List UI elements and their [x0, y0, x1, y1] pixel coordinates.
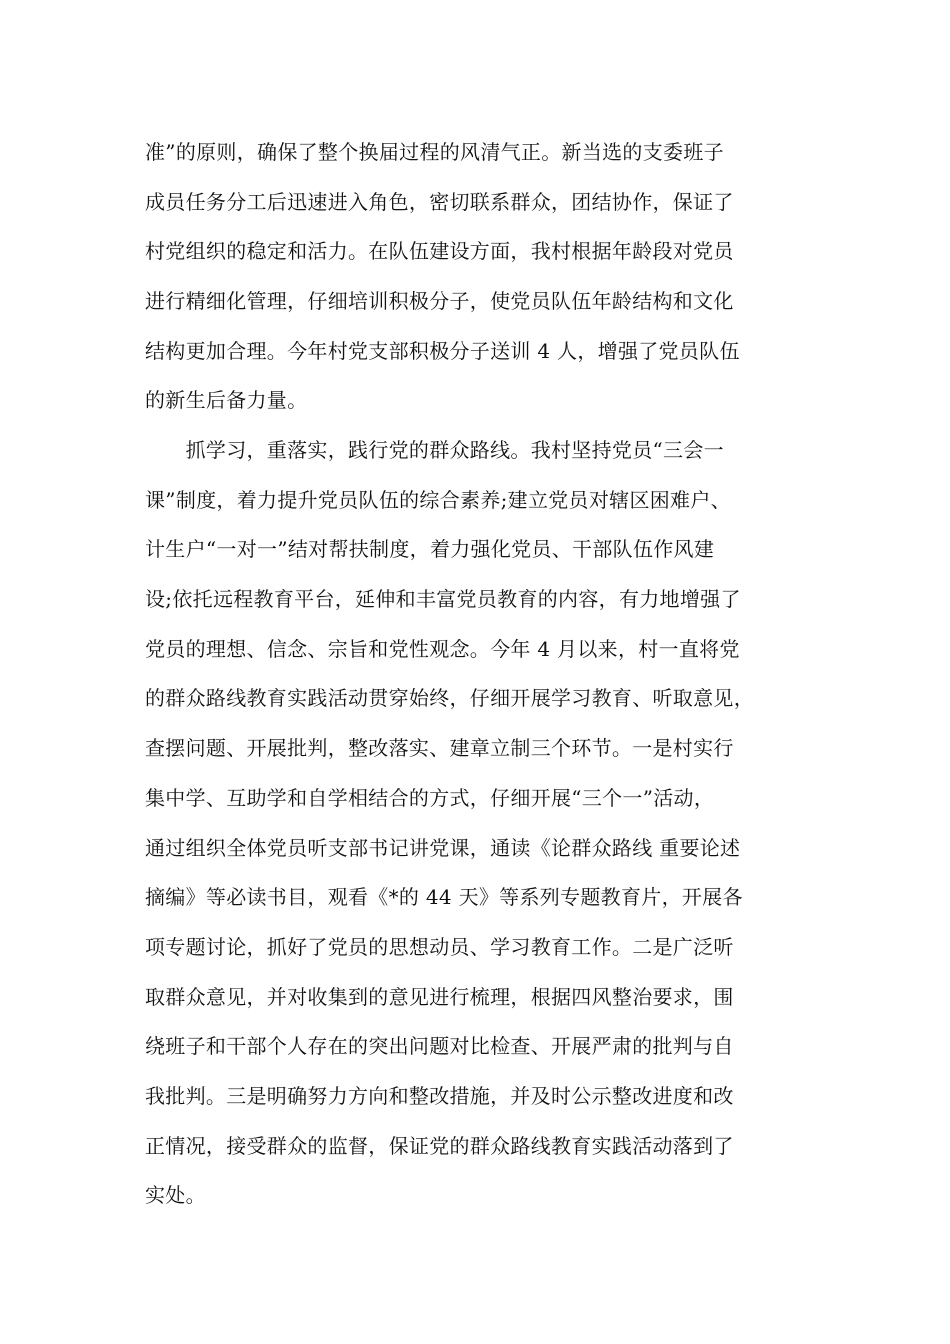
- text-line: 成员任务分工后迅速进入角色，密切联系群众，团结协作，保证了: [145, 189, 734, 214]
- paragraph-1: [145, 128, 830, 426]
- text-line: 实处。: [145, 1183, 206, 1208]
- text-line: 正情况，接受群众的监督，保证党的群众路线教育实践活动落到了: [145, 1133, 734, 1158]
- text-line: 村党组织的稳定和活力。在队伍建设方面，我村根据年龄段对党员: [145, 239, 734, 264]
- paragraph-2: [145, 426, 830, 1221]
- text-line: 绕班子和干部个人存在的突出问题对比检查、开展严肃的批判与自: [145, 1034, 734, 1059]
- text-line: 计生户“一对一”结对帮扶制度，着力强化党员、干部队伍作风建: [145, 537, 715, 562]
- text-line: 通过组织全体党员听支部书记讲党课，通读《论群众路线 重要论述: [145, 835, 741, 860]
- text-line: 准”的原则，确保了整个换届过程的风清气正。新当选的支委班子: [145, 140, 724, 164]
- text-line: 进行精细化管理，仔细培训积极分子，使党员队伍年龄结构和文化: [145, 289, 734, 314]
- text-line: 摘编》等必读书目，观看《*的 44 天》等系列专题教育片，开展各: [145, 885, 743, 910]
- text-line: 课”制度，着力提升党员队伍的综合素养;建立党员对辖区困难户、: [145, 487, 731, 512]
- text-line: 抓学习，重落实，践行党的群众路线。我村坚持党员“三会一: [145, 438, 724, 462]
- text-line: 党员的理想、信念、宗旨和党性观念。今年 4 月以来，村一直将党: [145, 636, 740, 661]
- text-line: 项专题讨论，抓好了党员的思想动员、学习教育工作。二是广泛听: [145, 934, 734, 959]
- text-line: 的新生后备力量。: [145, 388, 308, 413]
- text-line: 设;依托远程教育平台，延伸和丰富党员教育的内容，有力地增强了: [145, 587, 741, 612]
- text-line: 集中学、互助学和自学相结合的方式，仔细开展“三个一”活动，: [145, 785, 715, 810]
- text-line: 我批判。三是明确努力方向和整改措施，并及时公示整改进度和改: [145, 1083, 734, 1108]
- text-line: 查摆问题、开展批判，整改落实、建章立制三个环节。一是村实行: [145, 736, 734, 761]
- text-line: 的群众路线教育实践活动贯穿始终，仔细开展学习教育、听取意见，: [145, 686, 754, 711]
- text-line: 取群众意见，并对收集到的意见进行梳理，根据四风整治要求，围: [145, 984, 734, 1009]
- text-line: 结构更加合理。今年村党支部积极分子送训 4 人，增强了党员队伍: [145, 338, 740, 363]
